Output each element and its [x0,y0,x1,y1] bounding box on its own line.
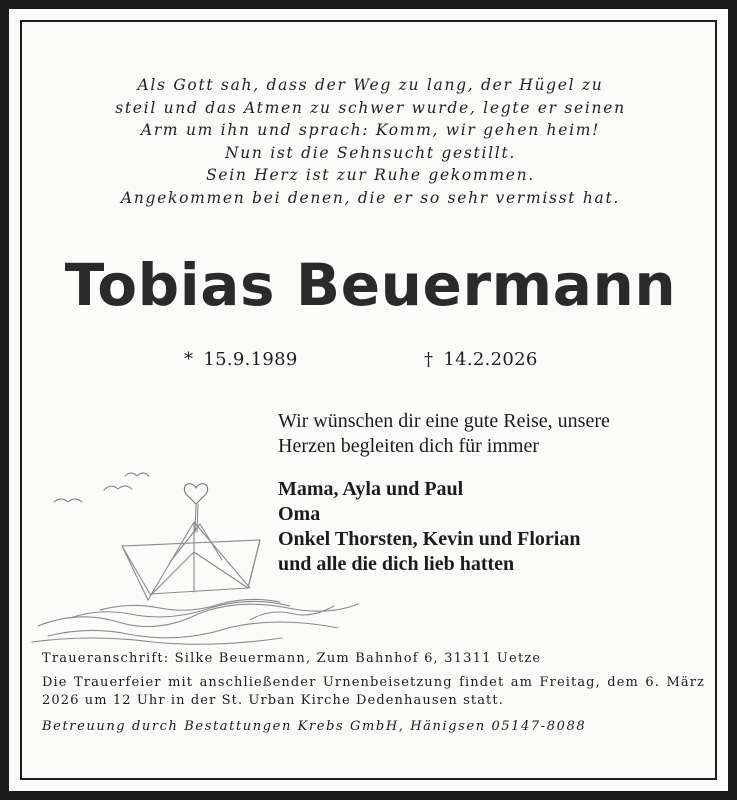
footer [42,650,705,734]
birth-date-value: 15.9.1989 [203,349,298,370]
verse-line: Nun ist die Sehnsucht gestillt. [224,143,517,162]
mourner-line: Onkel Thorsten, Kevin und Florian [278,528,581,550]
birth-date [184,349,298,370]
funeral-ceremony-info: Die Trauerfeier mit anschließender Urnenbeisetzung findet am Freitag, dem 6. März 2026 um 12 Uhr in der St. Urban Kirche Dedenhausen statt. [42,675,705,708]
deceased-name: Tobias Beuermann [64,251,677,319]
undertaker-info: Betreuung durch Bestattungen Krebs GmbH, Hänigsen 05147-8088 [42,719,587,734]
mourner-line: Mama, Ayla und Paul [278,478,464,500]
wish-line: Herzen begleiten dich für immer [278,435,539,457]
wish-line: Wir wünschen dir eine gute Reise, unsere [278,410,610,432]
verse-line: Arm um ihn und sprach: Komm, wir gehen heim! [140,121,601,140]
death-date [424,349,538,370]
obituary-card [9,9,728,791]
mourner-line: Oma [278,503,321,525]
verse-line: Sein Herz ist zur Ruhe gekommen. [206,166,535,185]
mourning-address: Traueranschrift: Silke Beuermann, Zum Bahnhof 6, 31311 Uetze [42,651,542,666]
birth-symbol: * [184,349,194,370]
death-symbol: † [424,349,434,370]
verse-line: steil und das Atmen zu schwer wurde, legte er seinen [115,98,626,117]
death-date-value: 14.2.2026 [443,349,538,370]
obituary-frame [20,20,717,780]
verse-line: Als Gott sah, dass der Weg zu lang, der Hügel zu [137,76,604,94]
paper-boat-with-heart-and-birds-sketch-icon [30,450,370,650]
mourner-line: und alle die dich lieb hatten [278,553,515,575]
verse-line: Angekommen bei denen, die er so sehr vermisst hat. [120,188,621,207]
memorial-verse [22,74,719,210]
